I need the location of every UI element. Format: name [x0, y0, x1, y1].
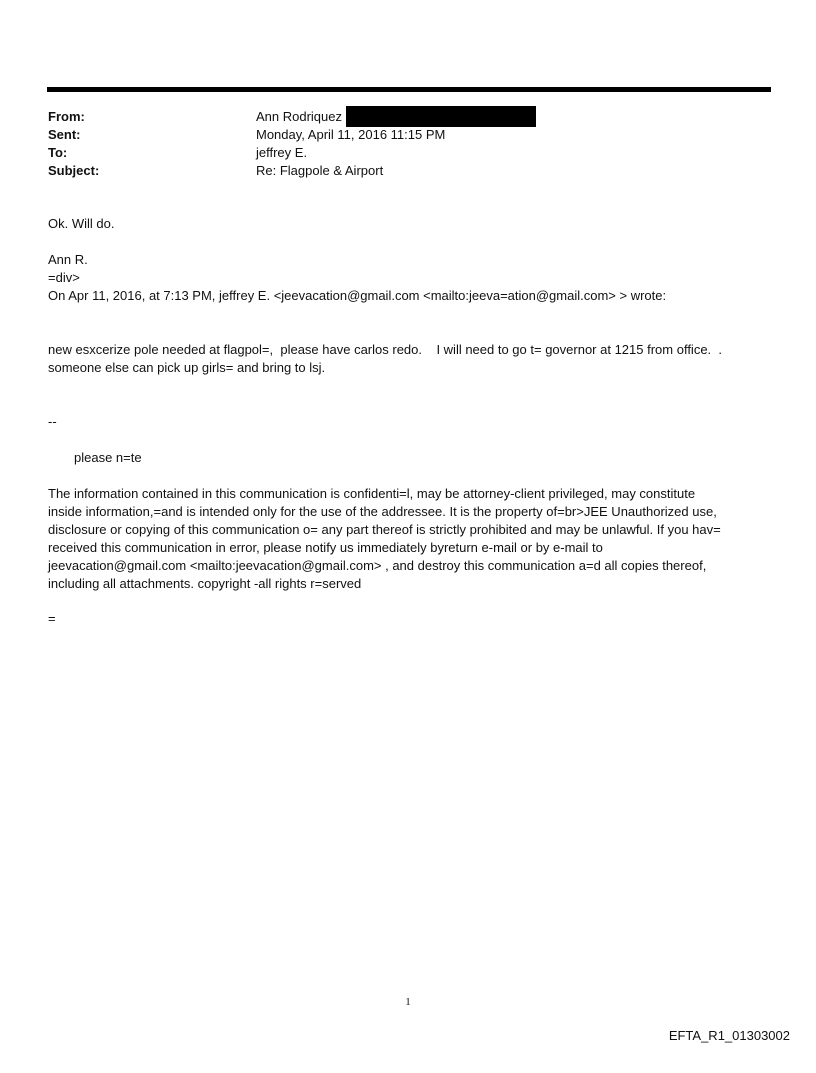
quoted-line: someone else can pick up girls= and bring to lsj.: [48, 360, 326, 375]
signature: Ann R.: [48, 252, 88, 267]
from-value: Ann Rodriquez: [256, 109, 342, 124]
disclaimer-line: The information contained in this communication is confidenti=l, may be attorney-client privileged, may constitute: [48, 486, 696, 501]
disclaimer-line: inside information,=and is intended only for the use of the addressee. It is the property of=br>JEE Unauthorized use,: [48, 504, 717, 519]
page-number: 1: [405, 996, 411, 1008]
subject-label: Subject:: [48, 163, 100, 178]
disclaimer-line: jeevacation@gmail.com <mailto:jeevacation@gmail.com> , and destroy this communication a=d all copies thereof,: [48, 558, 707, 573]
disclaimer: [48, 485, 768, 593]
from-label: From:: [48, 109, 85, 124]
to-row: [48, 144, 768, 162]
quoted-line: new esxcerize pole needed at flagpol=, please have carlos redo. I will need to go t= governor at 1215 from office. .: [48, 342, 723, 357]
redaction-box: [346, 106, 536, 127]
disclaimer-line: disclosure or copying of this communication o= any part thereof is strictly prohibited and may be unlawful. If you hav=: [48, 522, 721, 537]
disclaimer-line: including all attachments. copyright -all rights r=served: [48, 576, 362, 591]
email-body: [48, 215, 768, 233]
to-label: To:: [48, 145, 68, 160]
header-rule: [47, 87, 771, 92]
from-row: [48, 108, 768, 126]
sent-row: [48, 126, 768, 144]
sent-value: Monday, April 11, 2016 11:15 PM: [256, 127, 446, 142]
subject-row: [48, 162, 768, 180]
sent-label: Sent:: [48, 127, 81, 142]
trailing-text: =: [48, 611, 56, 626]
to-value: jeffrey E.: [256, 145, 308, 160]
quoted-message: [48, 341, 768, 377]
subject-value: Re: Flagpole & Airport: [256, 163, 384, 178]
email-header: [48, 108, 768, 180]
separator-text: --: [48, 414, 57, 429]
please-note-text: please n=te: [74, 450, 142, 465]
reply-text: Ok. Will do.: [48, 216, 115, 231]
div-tag-text: =div>: [48, 270, 80, 285]
bates-number: EFTA_R1_01303002: [668, 1028, 790, 1043]
quote-intro: On Apr 11, 2016, at 7:13 PM, jeffrey E. <jeevacation@gmail.com <mailto:jeeva=ation@gmail.com> > wrote:: [48, 288, 667, 303]
disclaimer-line: received this communication in error, please notify us immediately byreturn e-mail or by e-mail to: [48, 540, 603, 555]
